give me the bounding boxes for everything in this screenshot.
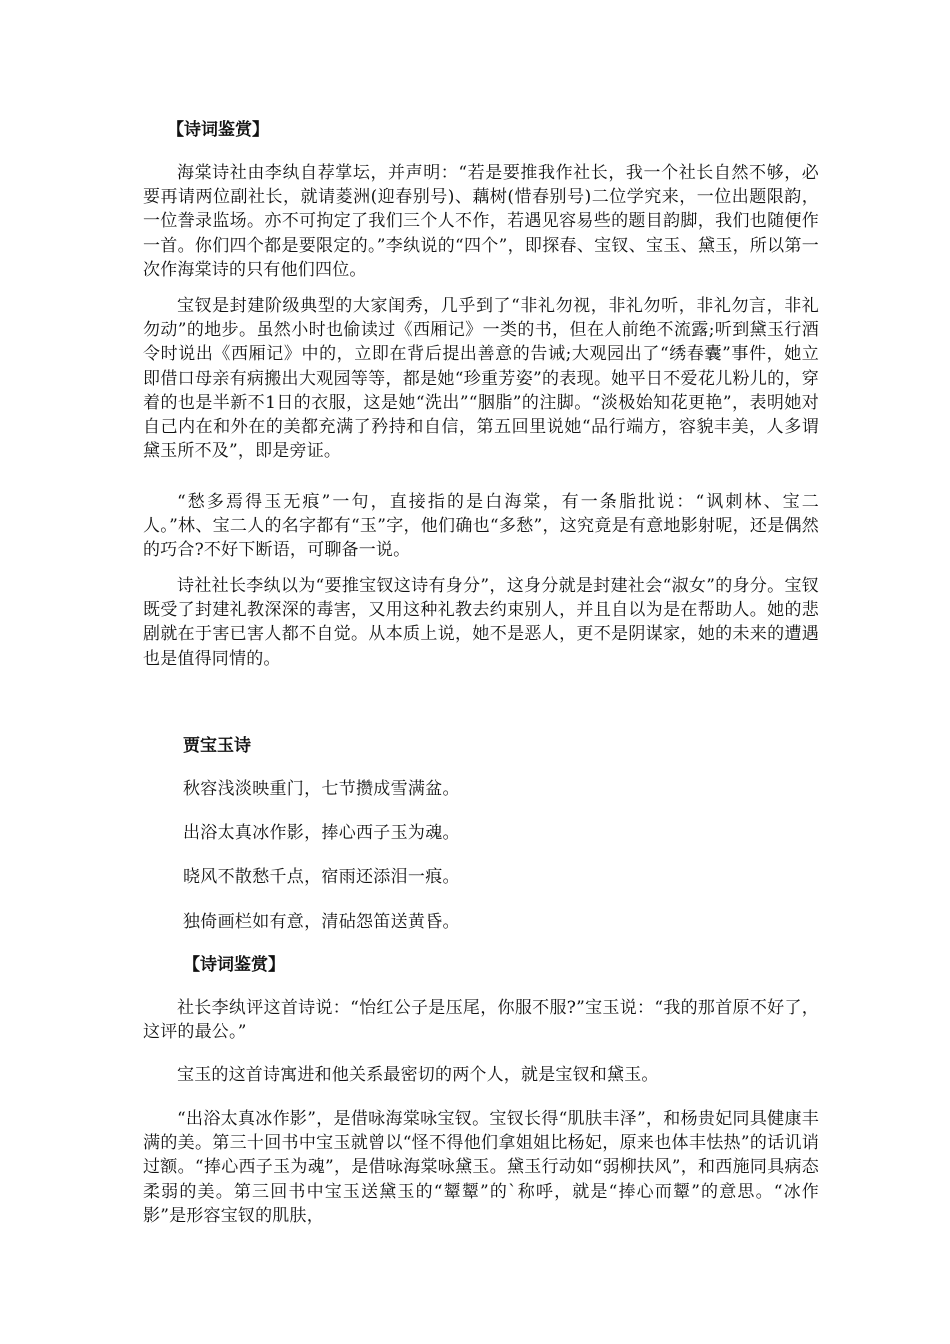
poem-title: 贾宝玉诗 — [183, 736, 251, 756]
poem-line-4: 独倚画栏如有意，清砧怨笛送黄昏。 — [183, 912, 460, 932]
paragraph-3: “愁多焉得玉无痕”一句，直接指的是白海棠，有一条脂批说：“讽刺林、宝二人。”林、宝二人的名字都有“玉”字，他们确也“多愁”，这究竟是有意地影射呢，还是偶然的巧合?不好下断语，可聊备一说。 — [143, 492, 819, 561]
paragraph-5: 社长李纨评这首诗说：“怡红公子是压尾，你服不服?”宝玉说：“我的那首原不好了，这评的最公。” — [143, 998, 819, 1043]
section-heading-1: 【诗词鉴赏】 — [167, 120, 269, 140]
poem-line-1: 秋容浅淡映重门，七节攒成雪满盆。 — [183, 779, 460, 799]
paragraph-1: 海棠诗社由李纨自荐掌坛，并声明：“若是要推我作社长，我一个社长自然不够，必要再请两位副社长，就请菱洲(迎春别号)、藕树(惜春别号)二位学究来，一位出题限韵，一位誊录监场。亦不可拘定了我们三个人不作，若遇见容易些的题目韵脚，我们也随便作一首。你们四个都是要限定的。”李纨说的“四个”，即探春、宝钗、宝玉、黛玉，所以第一次作海棠诗的只有他们四位。 — [143, 163, 819, 280]
poem-line-2: 出浴太真冰作影，捧心西子玉为魂。 — [183, 823, 460, 843]
paragraph-4: 诗社社长李纨以为“要推宝钗这诗有身分”，这身分就是封建社会“淑女”的身分。宝钗既受了封建礼教深深的毒害，又用这种礼教去约束别人，并且自以为是在帮助人。她的悲剧就在于害已害人都不自觉。从本质上说，她不是恶人，更不是阴谋家，她的未来的遭遇也是值得同情的。 — [143, 576, 819, 669]
poem-line-3: 晓风不散愁千点，宿雨还添泪一痕。 — [183, 867, 460, 887]
paragraph-2: 宝钗是封建阶级典型的大家闺秀，几乎到了“非礼勿视，非礼勿听，非礼勿言，非礼勿动”的地步。虽然小时也偷读过《西厢记》一类的书，但在人前绝不流露;听到黛玉行酒令时说出《西厢记》中的，立即在背后提出善意的告诫;大观园出了“绣春囊”事件，她立即借口母亲有病搬出大观园等等，都是她“珍重芳姿”的表现。她平日不爱花儿粉儿的，穿着的也是半新不1日的衣服，这是她“洗出”“胭脂”的注脚。“淡极始知花更艳”，表明她对自己内在和外在的美都充满了矜持和自信，第五回里说她“品行端方，容貌丰美，人多谓黛玉所不及”，即是旁证。 — [143, 296, 819, 462]
paragraph-7: “出浴太真冰作影”，是借咏海棠咏宝钗。宝钗长得“肌肤丰泽”，和杨贵妃同具健康丰满的美。第三十回书中宝玉就曾以“怪不得他们拿姐姐比杨妃，原来也体丰怯热”的话讥诮过额。“捧心西子玉为魂”，是借咏海棠咏黛玉。黛玉行动如“弱柳扶风”，和西施同具病态柔弱的美。第三回书中宝玉送黛玉的“颦颦”的`称呼，就是“捧心而颦”的意思。“冰作影”是形容宝钗的肌肤， — [143, 1109, 819, 1226]
paragraph-6: 宝玉的这首诗寓进和他关系最密切的两个人，就是宝钗和黛玉。 — [177, 1065, 659, 1085]
section-heading-2: 【诗词鉴赏】 — [183, 955, 285, 975]
